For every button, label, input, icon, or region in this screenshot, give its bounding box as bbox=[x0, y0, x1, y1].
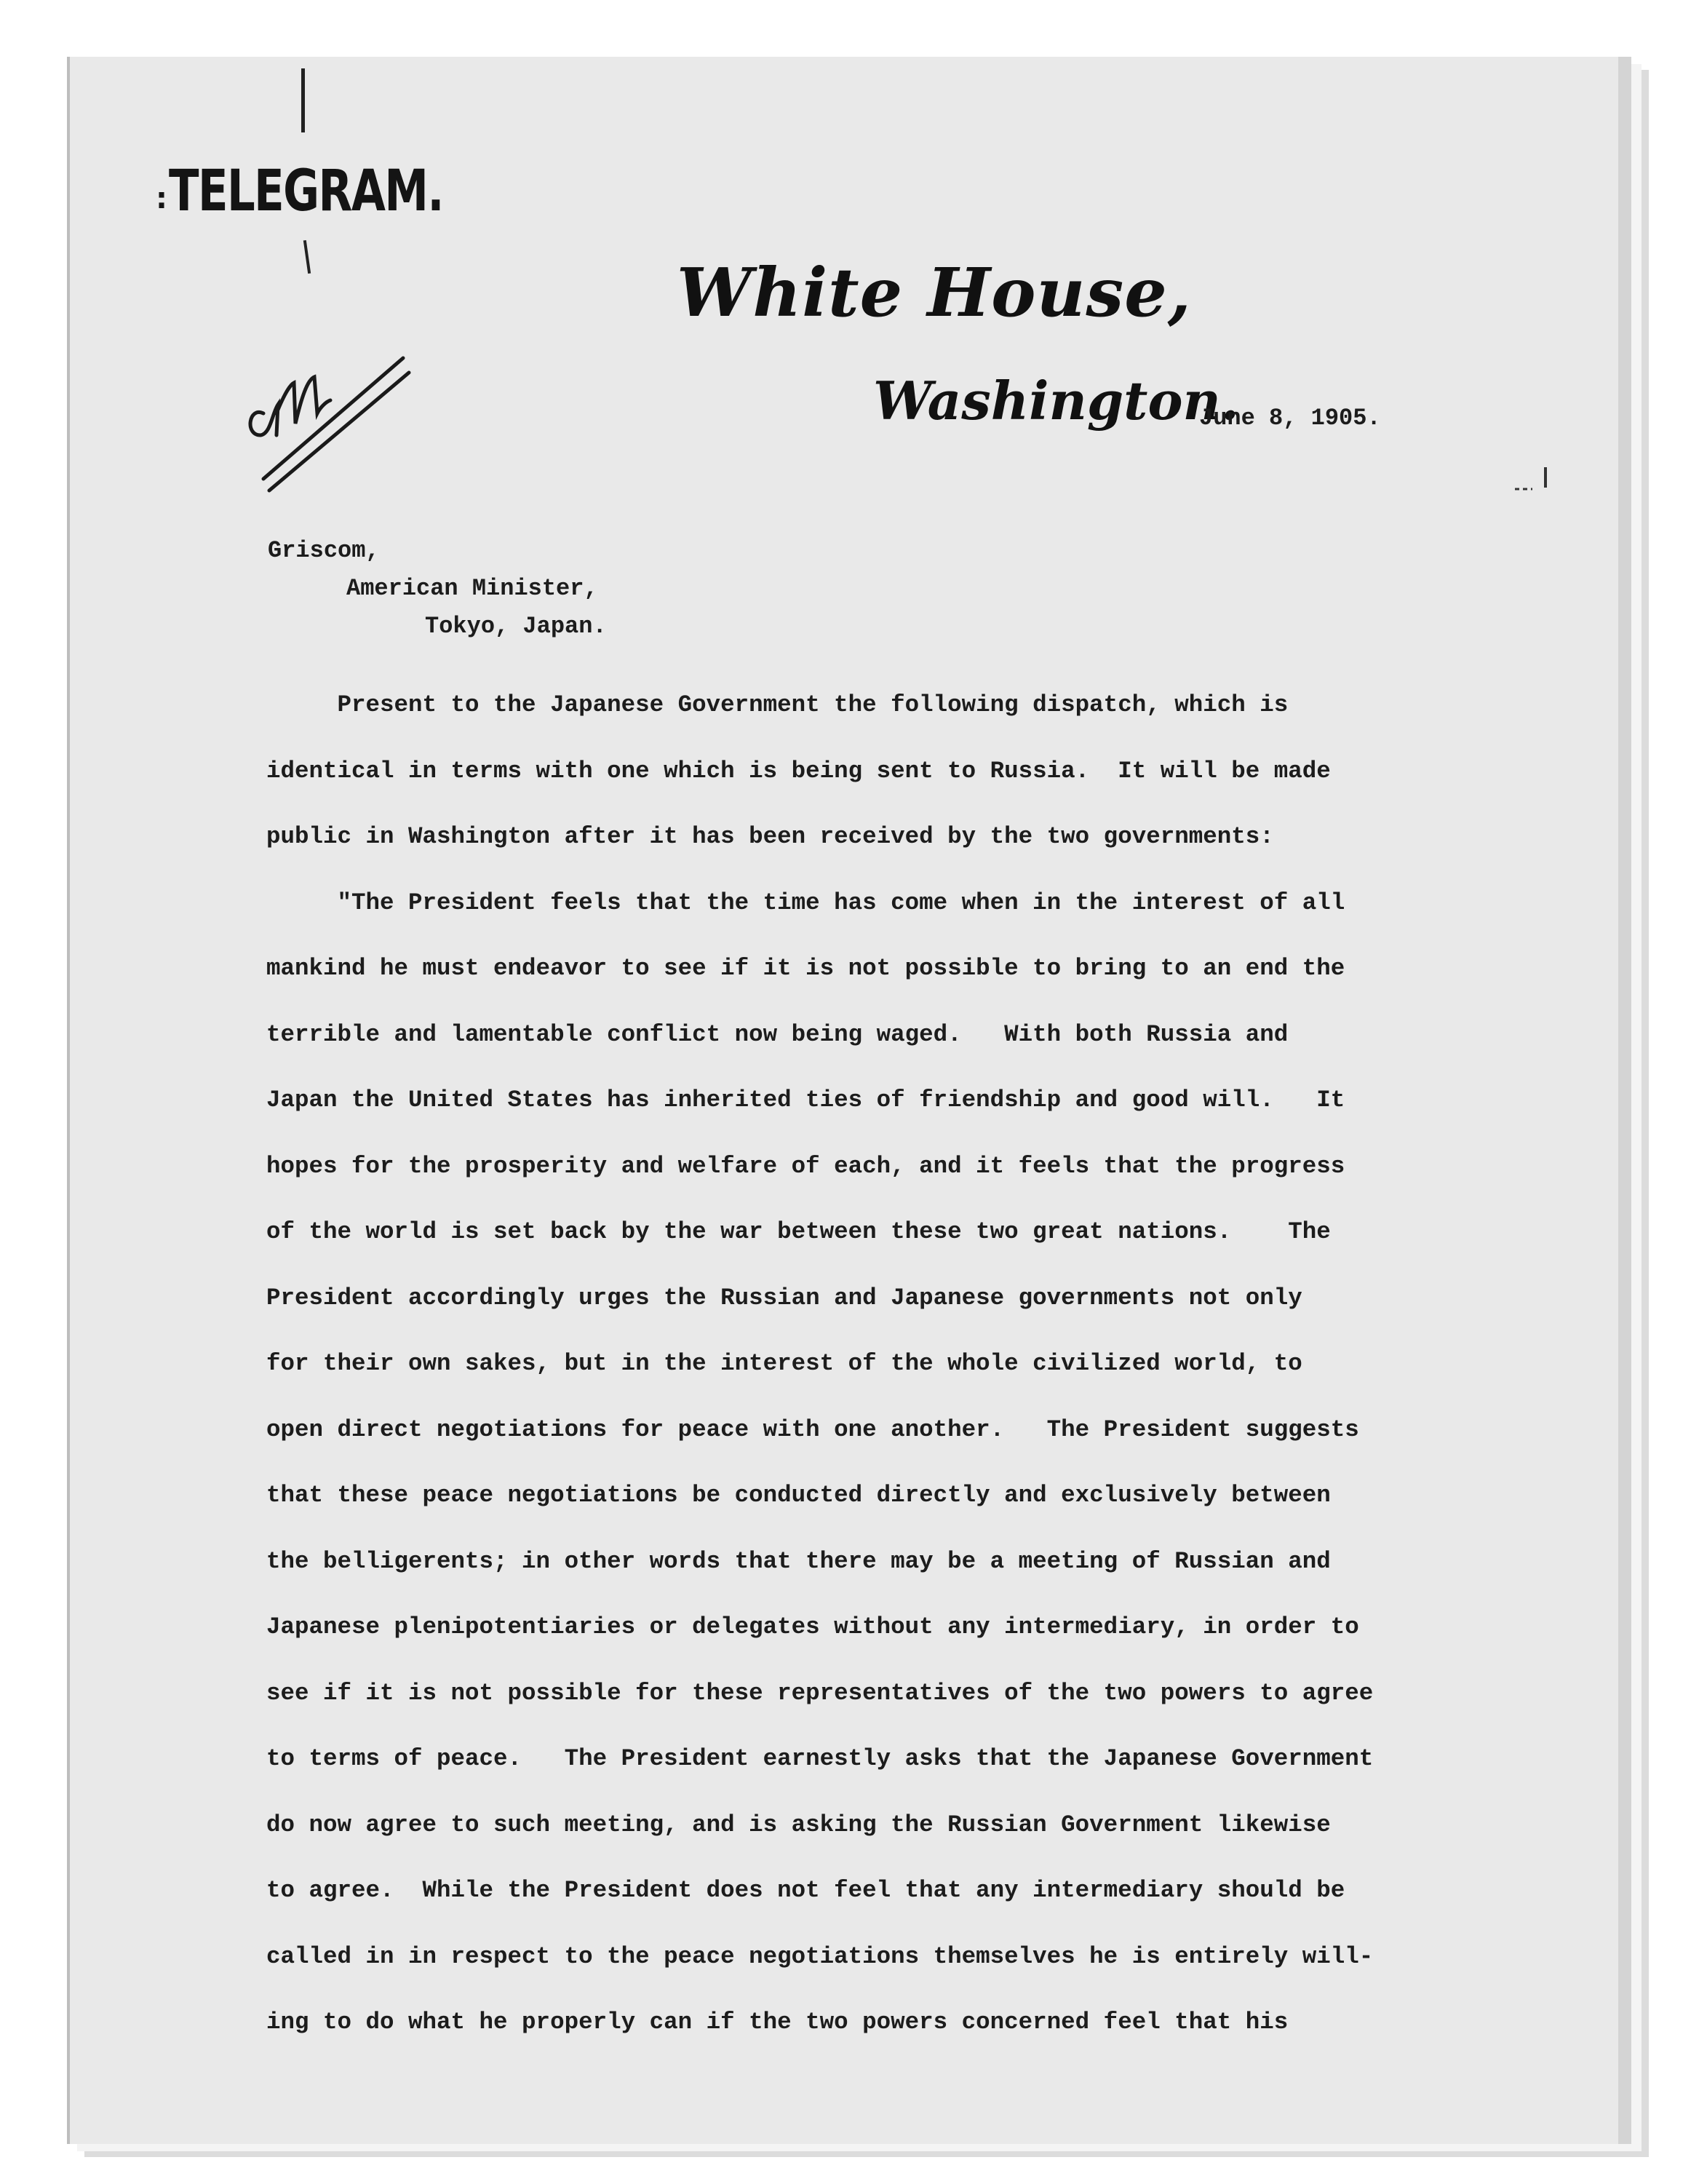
letterhead-city: Washington. bbox=[873, 370, 1239, 432]
recipient-title: American Minister, bbox=[346, 575, 598, 602]
handwritten-initials bbox=[234, 326, 423, 501]
body-line: mankind he must endeavor to see if it is not possible to bring to an end the bbox=[266, 955, 1345, 982]
body-line: President accordingly urges the Russian and Japanese governments not only bbox=[266, 1284, 1302, 1311]
margin-mark bbox=[1513, 463, 1553, 492]
body-line: terrible and lamentable conflict now being waged. With both Russia and bbox=[266, 1020, 1289, 1048]
letterhead-title: White House, bbox=[677, 253, 1192, 332]
body-line: that these peace negotiations be conducted directly and exclusively between bbox=[266, 1482, 1331, 1509]
body-line: identical in terms with one which is being sent to Russia. It will be made bbox=[266, 757, 1331, 785]
body-line: to terms of peace. The President earnestly asks that the Japanese Government bbox=[266, 1745, 1374, 1772]
body-line: public in Washington after it has been received by the two governments: bbox=[266, 823, 1274, 850]
body-line: do now agree to such meeting, and is asking the Russian Government likewise bbox=[266, 1811, 1331, 1838]
body-line: Japanese plenipotentiaries or delegates without any intermediary, in order to bbox=[266, 1613, 1359, 1640]
body-line: for their own sakes, but in the interest of the whole civilized world, to bbox=[266, 1350, 1302, 1377]
recipient-name: Griscom, bbox=[268, 537, 380, 564]
body-line: see if it is not possible for these representatives of the two powers to agree bbox=[266, 1679, 1374, 1707]
page-edge bbox=[1618, 57, 1631, 2144]
telegram-stamp: TELEGRAM. bbox=[169, 159, 443, 224]
pencil-mark-top bbox=[301, 68, 305, 132]
letter-date: June 8, 1905. bbox=[1199, 405, 1381, 432]
body-line: "The President feels that the time has come when in the interest of all bbox=[266, 889, 1345, 916]
body-line: open direct negotiations for peace with one another. The President suggests bbox=[266, 1415, 1359, 1443]
body-line: called in in respect to the peace negotiations themselves he is entirely will- bbox=[266, 1942, 1374, 1970]
body-line: the belligerents; in other words that there may be a meeting of Russian and bbox=[266, 1547, 1331, 1575]
recipient-location: Tokyo, Japan. bbox=[425, 613, 607, 640]
body-line: ing to do what he properly can if the two powers concerned feel that his bbox=[266, 2009, 1289, 2036]
body-line: hopes for the prosperity and welfare of each, and it feels that the progress bbox=[266, 1152, 1345, 1180]
telegram-body bbox=[266, 672, 1518, 2056]
body-line: Japan the United States has inherited ties of friendship and good will. It bbox=[266, 1087, 1345, 1113]
body-line: Present to the Japanese Government the following dispatch, which is bbox=[266, 691, 1289, 718]
body-line: to agree. While the President does not feel that any intermediary should be bbox=[266, 1877, 1345, 1904]
body-line: of the world is set back by the war between these two great nations. The bbox=[266, 1218, 1331, 1245]
stamp-dots: : bbox=[156, 182, 167, 215]
